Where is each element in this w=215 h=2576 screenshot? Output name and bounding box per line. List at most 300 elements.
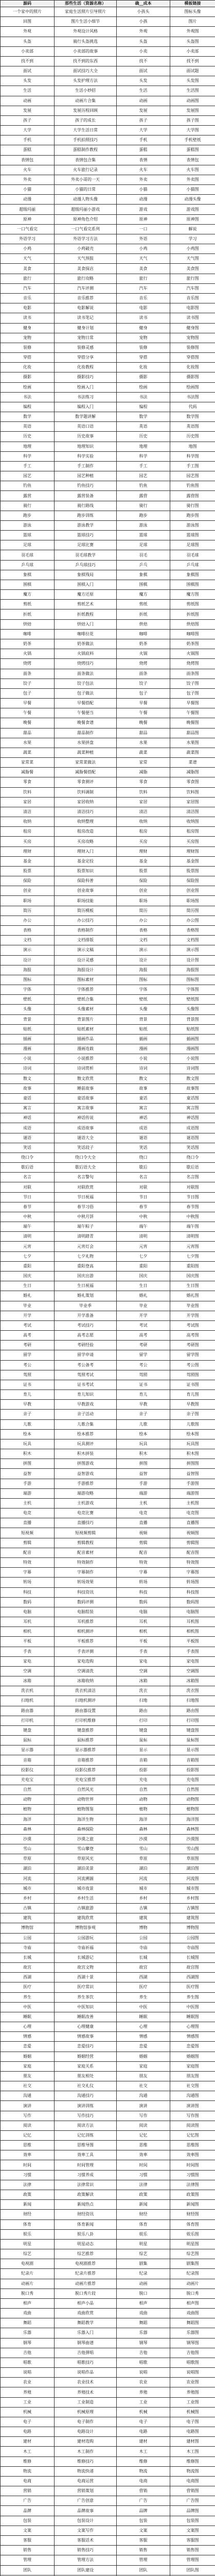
cell-template-link: 森林图 <box>170 1824 215 1834</box>
table-row <box>1 1716 215 1725</box>
cell-source: 情感 <box>1 2032 55 2042</box>
cell-resource-name: 洗衣机清洁 <box>55 1686 117 1696</box>
cell-template-link: 手表图 <box>170 1647 215 1656</box>
table-row <box>1 679 215 688</box>
table-row <box>1 363 215 372</box>
cell-resource-name: 钓鱼技巧 <box>55 481 117 491</box>
table-row <box>1 1014 215 1024</box>
cell-source: 手游 <box>1 1479 55 1488</box>
cell-cost: 玩具 <box>117 1439 170 1449</box>
cell-template-link: 早教图 <box>170 1400 215 1410</box>
cell-cost: 重阳 <box>117 1261 170 1271</box>
cell-cost: 动画 <box>117 96 170 106</box>
cell-cost: 火锅 <box>117 649 170 659</box>
table-row <box>1 1805 215 1815</box>
cell-resource-name: 驾照考试 <box>55 1370 117 1380</box>
cell-source: 美食 <box>1 264 55 274</box>
cell-resource-name: 表格制作 <box>55 925 117 935</box>
cell-source: 积木 <box>1 1449 55 1459</box>
cell-resource-name: 城市夜景 <box>55 1884 117 1893</box>
cell-source: 机械 <box>1 2407 55 2417</box>
cell-template-link: 露营图 <box>170 491 215 501</box>
cell-resource-name: 头像素材 <box>55 1005 117 1014</box>
cell-resource-name: 水果拼盘 <box>55 738 117 748</box>
table-row <box>1 1143 215 1153</box>
table-row <box>1 2279 215 2289</box>
cell-resource-name: 恋爱技巧 <box>55 2042 117 2052</box>
table-row <box>1 2210 215 2219</box>
cell-template-link: 歇后语 <box>170 1163 215 1173</box>
cell-source: 生日 <box>1 1281 55 1291</box>
table-row <box>1 1844 215 1854</box>
cell-resource-name: 寓言故事 <box>55 1104 117 1113</box>
cell-resource-name: 思维导图 <box>55 2141 117 2150</box>
cell-source: 鼠标 <box>1 1736 55 1745</box>
table-row <box>1 1261 215 1271</box>
cell-template-link: 化妆图 <box>170 363 215 372</box>
cell-cost: 旅行 <box>117 274 170 283</box>
cell-source: 电影 <box>1 303 55 313</box>
table-row <box>1 2309 215 2318</box>
cell-template-link: 外观图 <box>170 27 215 37</box>
cell-template-link: 西湖图 <box>170 1973 215 1982</box>
cell-source: 故事 <box>1 1083 55 1093</box>
cell-cost: 政策 <box>117 2190 170 2199</box>
cell-template-link: 思维图 <box>170 2141 215 2150</box>
cell-template-link: 电影图 <box>170 303 215 313</box>
table-row <box>1 76 215 86</box>
cell-source: 笑话 <box>1 1143 55 1153</box>
cell-resource-name: 朋友相处 <box>55 2071 117 2081</box>
cell-resource-name: 工业制造 <box>55 2397 117 2407</box>
cell-template-link: 面条图 <box>170 669 215 679</box>
cell-cost: 书法 <box>117 392 170 402</box>
cell-resource-name: 家常菜做法 <box>55 758 117 768</box>
cell-template-link: 端游图 <box>170 1488 215 1498</box>
cell-source: 思维 <box>1 2141 55 2150</box>
table-row <box>1 965 215 975</box>
cell-resource-name: 考试技巧 <box>55 1320 117 1330</box>
cell-template-link: 综艺图 <box>170 2249 215 2259</box>
cell-source: 回图 <box>1 17 55 27</box>
cell-resource-name: 记忆训练 <box>55 2130 117 2140</box>
table-row <box>1 1963 215 1973</box>
cell-resource-name: 折纸教程 <box>55 609 117 619</box>
cell-source: 心理 <box>1 2022 55 2032</box>
cell-source: 平板 <box>1 1637 55 1647</box>
table-row <box>1 985 215 995</box>
cell-cost: 相声 <box>117 2298 170 2308</box>
cell-template-link: 火锅图 <box>170 649 215 659</box>
cell-source: 股票 <box>1 866 55 876</box>
cell-template-link: 特效图 <box>170 1557 215 1567</box>
cell-template-link: 绘本图 <box>170 1429 215 1439</box>
cell-resource-name: 配音素材 <box>55 1548 117 1557</box>
cell-cost: 配音 <box>117 1548 170 1557</box>
table-row <box>1 17 215 27</box>
cell-cost: 时间 <box>117 2160 170 2170</box>
cell-template-link: 头发图 <box>170 76 215 86</box>
cell-source: 咖啡 <box>1 629 55 639</box>
cell-resource-name: 家庭生活照片引导照片 <box>55 7 117 17</box>
cell-template-link: 雪山图 <box>170 1844 215 1854</box>
cell-template-link: 留学图 <box>170 1350 215 1360</box>
table-row <box>1 2358 215 2367</box>
table-row <box>1 2338 215 2348</box>
cell-cost: 游戏 <box>117 205 170 214</box>
cell-source: 建筑 <box>1 1913 55 1923</box>
cell-resource-name: 投影仪推荐 <box>55 1765 117 1775</box>
cell-template-link: 大学图 <box>170 126 215 135</box>
cell-source: 打印机 <box>1 1716 55 1725</box>
table-row <box>1 66 215 76</box>
cell-template-link: 中秋图 <box>170 1212 215 1222</box>
cell-template-link: 动画图 <box>170 96 215 106</box>
cell-source: 维修 <box>1 2456 55 2466</box>
cell-resource-name: 围棋入门 <box>55 580 117 589</box>
cell-template-link: 春节图 <box>170 1202 215 1212</box>
cell-template-link: 篮球图 <box>170 531 215 540</box>
table-row <box>1 1973 215 1982</box>
table-row <box>1 1291 215 1301</box>
cell-template-link: 电竞图 <box>170 1509 215 1518</box>
cell-source: 广告 <box>1 2496 55 2506</box>
cell-source: 博物馆 <box>1 1923 55 1933</box>
cell-cost: 面条 <box>117 669 170 679</box>
cell-resource-name: 绘本推荐 <box>55 1429 117 1439</box>
cell-cost: 电影 <box>117 303 170 313</box>
cell-cost: 端游 <box>117 1488 170 1498</box>
table-row <box>1 787 215 797</box>
table-row <box>1 1113 215 1123</box>
cell-resource-name: 考研经验 <box>55 1341 117 1350</box>
cell-cost: 英语 <box>117 422 170 432</box>
cell-source: 穿搭 <box>1 353 55 363</box>
table-row <box>1 1775 215 1785</box>
table-row <box>1 56 215 66</box>
cell-cost: 草原 <box>117 1854 170 1864</box>
cell-cost: 发展 <box>117 106 170 115</box>
cell-source: 英语 <box>1 422 55 432</box>
cell-cost: 留学 <box>117 1350 170 1360</box>
cell-template-link: 沟通图 <box>170 2091 215 2101</box>
cell-source: 寺庙 <box>1 1943 55 1953</box>
cell-cost: 游泳 <box>117 520 170 530</box>
cell-template-link: 剪辑图 <box>170 1538 215 1548</box>
cell-source: 建材 <box>1 2437 55 2447</box>
cell-template-link: 平板图 <box>170 1637 215 1647</box>
cell-template-link: 社交图 <box>170 2081 215 2091</box>
cell-source: 对联 <box>1 1182 55 1192</box>
table-row <box>1 1034 215 1044</box>
table-row <box>1 520 215 530</box>
cell-resource-name: 电竞比赛 <box>55 1509 117 1518</box>
cell-resource-name: 元宵灯会 <box>55 1242 117 1251</box>
cell-resource-name: 读书笔记 <box>55 313 117 323</box>
cell-resource-name: 字幕制作 <box>55 1568 117 1578</box>
cell-template-link: 早餐图 <box>170 699 215 708</box>
table-row <box>1 866 215 876</box>
cell-resource-name: 手表评测 <box>55 1647 117 1656</box>
cell-cost: 基金 <box>117 856 170 866</box>
table-row <box>1 876 215 886</box>
cell-template-link: 亲子图 <box>170 1410 215 1419</box>
cell-template-link: 原神图 <box>170 214 215 224</box>
cell-resource-name: 手工制作 <box>55 461 117 471</box>
cell-resource-name: 电脑组装 <box>55 1607 117 1617</box>
cell-resource-name: 火车旅行记录 <box>55 165 117 175</box>
cell-cost: 娱乐 <box>117 2229 170 2239</box>
cell-source: 社交 <box>1 2081 55 2091</box>
cell-template-link: 销售图 <box>170 2546 215 2555</box>
cell-cost: 益智 <box>117 1469 170 1479</box>
cell-source: 营销 <box>1 2486 55 2496</box>
cell-template-link: 奶茶图 <box>170 639 215 649</box>
cell-template-link: 动物图 <box>170 1795 215 1805</box>
cell-template-link: 蔬菜图 <box>170 748 215 757</box>
cell-resource-name: 神话传说 <box>55 1113 117 1123</box>
cell-resource-name: 饮料调制 <box>55 787 117 797</box>
cell-cost: 创业 <box>117 886 170 896</box>
cell-cost: 设计 <box>117 955 170 965</box>
cell-source: 科学 <box>1 451 55 461</box>
cell-source: 音箱 <box>1 1755 55 1765</box>
table-row <box>1 1607 215 1617</box>
cell-source: 买房 <box>1 837 55 846</box>
table-row <box>1 1538 215 1548</box>
cell-template-link: 心理图 <box>170 2022 215 2032</box>
cell-cost: 养殖 <box>117 2387 170 2397</box>
cell-resource-name: 音箱推荐 <box>55 1755 117 1765</box>
cell-cost: 育儿 <box>117 1390 170 1400</box>
cell-template-link: 魔方图 <box>170 590 215 600</box>
cell-template-link: 蛋糕图 <box>170 145 215 155</box>
cell-resource-name: 游泳教学 <box>55 520 117 530</box>
cell-template-link: 文档图 <box>170 936 215 945</box>
cell-source: 诗词 <box>1 1064 55 1074</box>
cell-source: 自然 <box>1 1785 55 1794</box>
cell-cost: 乡村 <box>117 1893 170 1903</box>
cell-cost: 故宫 <box>117 1963 170 1973</box>
table-row <box>1 1745 215 1755</box>
table-row <box>1 619 215 629</box>
table-row <box>1 106 215 115</box>
cell-resource-name: 婚姻经营 <box>55 2052 117 2061</box>
table-row <box>1 1469 215 1479</box>
cell-resource-name: 科技资讯 <box>55 1587 117 1597</box>
cell-source: 乒乓球 <box>1 560 55 570</box>
cell-source: 路由器 <box>1 1706 55 1716</box>
cell-template-link: 钢琴图 <box>170 2338 215 2348</box>
cell-source: 吉他 <box>1 2348 55 2358</box>
cell-cost: 中秋 <box>117 1212 170 1222</box>
cell-source: 书法 <box>1 392 55 402</box>
table-row <box>1 2536 215 2546</box>
cell-template-link: 情感图 <box>170 2032 215 2042</box>
cell-cost: 火车 <box>117 165 170 175</box>
table-row <box>1 2229 215 2239</box>
cell-cost: 空调 <box>117 1666 170 1676</box>
cell-resource-name: 大学生活日常 <box>55 126 117 135</box>
cell-template-link: 神话图 <box>170 1113 215 1123</box>
cell-cost: 品牌 <box>117 2506 170 2516</box>
cell-source: 清明 <box>1 1232 55 1242</box>
table-row <box>1 2249 215 2259</box>
cell-cost: 效率 <box>117 2150 170 2160</box>
cell-cost: 吉他 <box>117 2348 170 2358</box>
cell-cost: 贴纸 <box>117 1024 170 1034</box>
cell-resource-name: 表情包合集 <box>55 155 117 165</box>
cell-template-link: 甜品图 <box>170 728 215 738</box>
cell-template-link: 耳机图 <box>170 1617 215 1627</box>
cell-resource-name: 销售技巧 <box>55 2546 117 2555</box>
cell-source: 图标 <box>1 975 55 985</box>
cell-resource-name: 电路设计 <box>55 2427 117 2437</box>
table-row <box>1 1864 215 1874</box>
cell-source: 戏曲 <box>1 2309 55 2318</box>
cell-cost: 海报 <box>117 965 170 975</box>
cell-resource-name: 绘画入门 <box>55 382 117 392</box>
cell-cost: 电商 <box>117 2476 170 2486</box>
cell-cost: 社交 <box>117 2081 170 2091</box>
cell-cost: 头盔 <box>117 37 170 46</box>
cell-template-link: 法律图 <box>170 2180 215 2190</box>
cell-cost: 收纳 <box>117 817 170 827</box>
cell-source: 剪辑 <box>1 1538 55 1548</box>
cell-resource-name: 法律常识 <box>55 2180 117 2190</box>
cell-cost: 围棋 <box>117 580 170 589</box>
cell-template-link: 散文图 <box>170 1074 215 1083</box>
cell-cost: 恋爱 <box>117 2042 170 2052</box>
cell-template-link: 背景图 <box>170 1014 215 1024</box>
table-row <box>1 1953 215 1962</box>
table-row <box>1 1202 215 1212</box>
cell-cost: 婚礼 <box>117 1291 170 1301</box>
cell-template-link: 字幕图 <box>170 1568 215 1578</box>
header-cell-template-link: 模板链接 <box>170 1 215 7</box>
cell-resource-name: 职场技能 <box>55 896 117 906</box>
cell-source: 主机 <box>1 1498 55 1508</box>
cell-cost: 足球 <box>117 540 170 550</box>
cell-template-link: 对联图 <box>170 1182 215 1192</box>
table-row <box>1 1479 215 1488</box>
cell-resource-name: 春节习俗 <box>55 1202 117 1212</box>
cell-template-link: 包子图 <box>170 688 215 698</box>
table-row <box>1 1192 215 1202</box>
cell-resource-name: 睡眠改善 <box>55 2012 117 2022</box>
cell-source: 音乐 <box>1 293 55 303</box>
cell-resource-name: 文案写作 <box>55 2526 117 2535</box>
table-row <box>1 1666 215 1676</box>
table-row <box>1 975 215 985</box>
cell-template-link: 小卖部 <box>170 46 215 56</box>
cell-template-link: 音乐图 <box>170 293 215 303</box>
cell-source: 写作 <box>1 2111 55 2121</box>
cell-source: 电脑 <box>1 1607 55 1617</box>
cell-cost: 医疗 <box>117 1982 170 1992</box>
table-row <box>1 797 215 807</box>
cell-cost: 考试 <box>117 1320 170 1330</box>
table-row <box>1 2002 215 2012</box>
cell-resource-name: 饺子包法 <box>55 679 117 688</box>
cell-source: 家常菜 <box>1 758 55 768</box>
cell-template-link: 健身图 <box>170 323 215 333</box>
cell-resource-name: 剪纸艺术 <box>55 600 117 609</box>
cell-cost: 晚餐 <box>117 718 170 728</box>
table-row <box>1 1104 215 1113</box>
cell-template-link: 财经图 <box>170 2210 215 2219</box>
cell-resource-name: 篮球技巧 <box>55 531 117 540</box>
cell-source: 读书 <box>1 313 55 323</box>
cell-cost: 早餐 <box>117 699 170 708</box>
cell-source: 元宵 <box>1 1242 55 1251</box>
cell-cost: 笑话 <box>117 1143 170 1153</box>
table-row <box>1 1884 215 1893</box>
cell-resource-name: 生活小妙招 <box>55 86 117 96</box>
cell-source: 减脂餐 <box>1 768 55 777</box>
cell-resource-name: 路由器设置 <box>55 1706 117 1716</box>
cell-template-link: 营销图 <box>170 2486 215 2496</box>
cell-source: 育儿 <box>1 1390 55 1400</box>
table-row <box>1 1696 215 1706</box>
table-row <box>1 303 215 313</box>
cell-source: 亲子 <box>1 1410 55 1419</box>
cell-source: 明星 <box>1 2239 55 2249</box>
cell-template-link: 直播图 <box>170 1518 215 1528</box>
cell-template-link: 谜语图 <box>170 1133 215 1143</box>
cell-resource-name: 羽毛球教学 <box>55 550 117 560</box>
cell-cost: 特效 <box>117 1557 170 1567</box>
cell-cost: 情感 <box>117 2032 170 2042</box>
cell-resource-name: 益智游戏 <box>55 1469 117 1479</box>
cell-resource-name: 唱歌技巧 <box>55 2358 117 2367</box>
cell-template-link: 古镇图 <box>170 1904 215 1913</box>
cell-resource-name: 面试技巧大全 <box>55 66 117 76</box>
cell-source: 空调 <box>1 1666 55 1676</box>
header-cell-resource-name: 那些生活（资源名称） <box>55 1 117 7</box>
cell-cost: 原神 <box>117 214 170 224</box>
cell-source: 篮球 <box>1 531 55 540</box>
cell-source: 露营 <box>1 491 55 501</box>
table-row <box>1 600 215 609</box>
cell-source: 电商 <box>1 2476 55 2486</box>
cell-source: 家电 <box>1 1656 55 1666</box>
cell-template-link: 音箱图 <box>170 1755 215 1765</box>
cell-template-link: 相机图 <box>170 1627 215 1637</box>
cell-template-link: 物流图 <box>170 2466 215 2476</box>
cell-cost: 寓言 <box>117 1104 170 1113</box>
cell-resource-name: 插画作品 <box>55 1034 117 1044</box>
cell-template-link: 羽毛球 <box>170 550 215 560</box>
cell-resource-name: 壁纸合集 <box>55 995 117 1005</box>
cell-resource-name: 草原风光 <box>55 1854 117 1864</box>
table-row <box>1 1400 215 1410</box>
table-row <box>1 2121 215 2130</box>
table-row <box>1 2397 215 2407</box>
table-row <box>1 1834 215 1844</box>
cell-template-link: 娱乐图 <box>170 2229 215 2239</box>
cell-template-link: 说唱图 <box>170 2368 215 2378</box>
cell-source: 键盘 <box>1 1725 55 1735</box>
table-row <box>1 481 215 491</box>
cell-template-link: 面试题 <box>170 66 215 76</box>
cell-template-link: 文案图 <box>170 2526 215 2535</box>
cell-resource-name: 品牌故事 <box>55 2506 117 2516</box>
cell-template-link: 图片 <box>170 17 215 27</box>
cell-source: 表情包 <box>1 155 55 165</box>
cell-cost: 记忆 <box>117 2130 170 2140</box>
table-row <box>1 1498 215 1508</box>
